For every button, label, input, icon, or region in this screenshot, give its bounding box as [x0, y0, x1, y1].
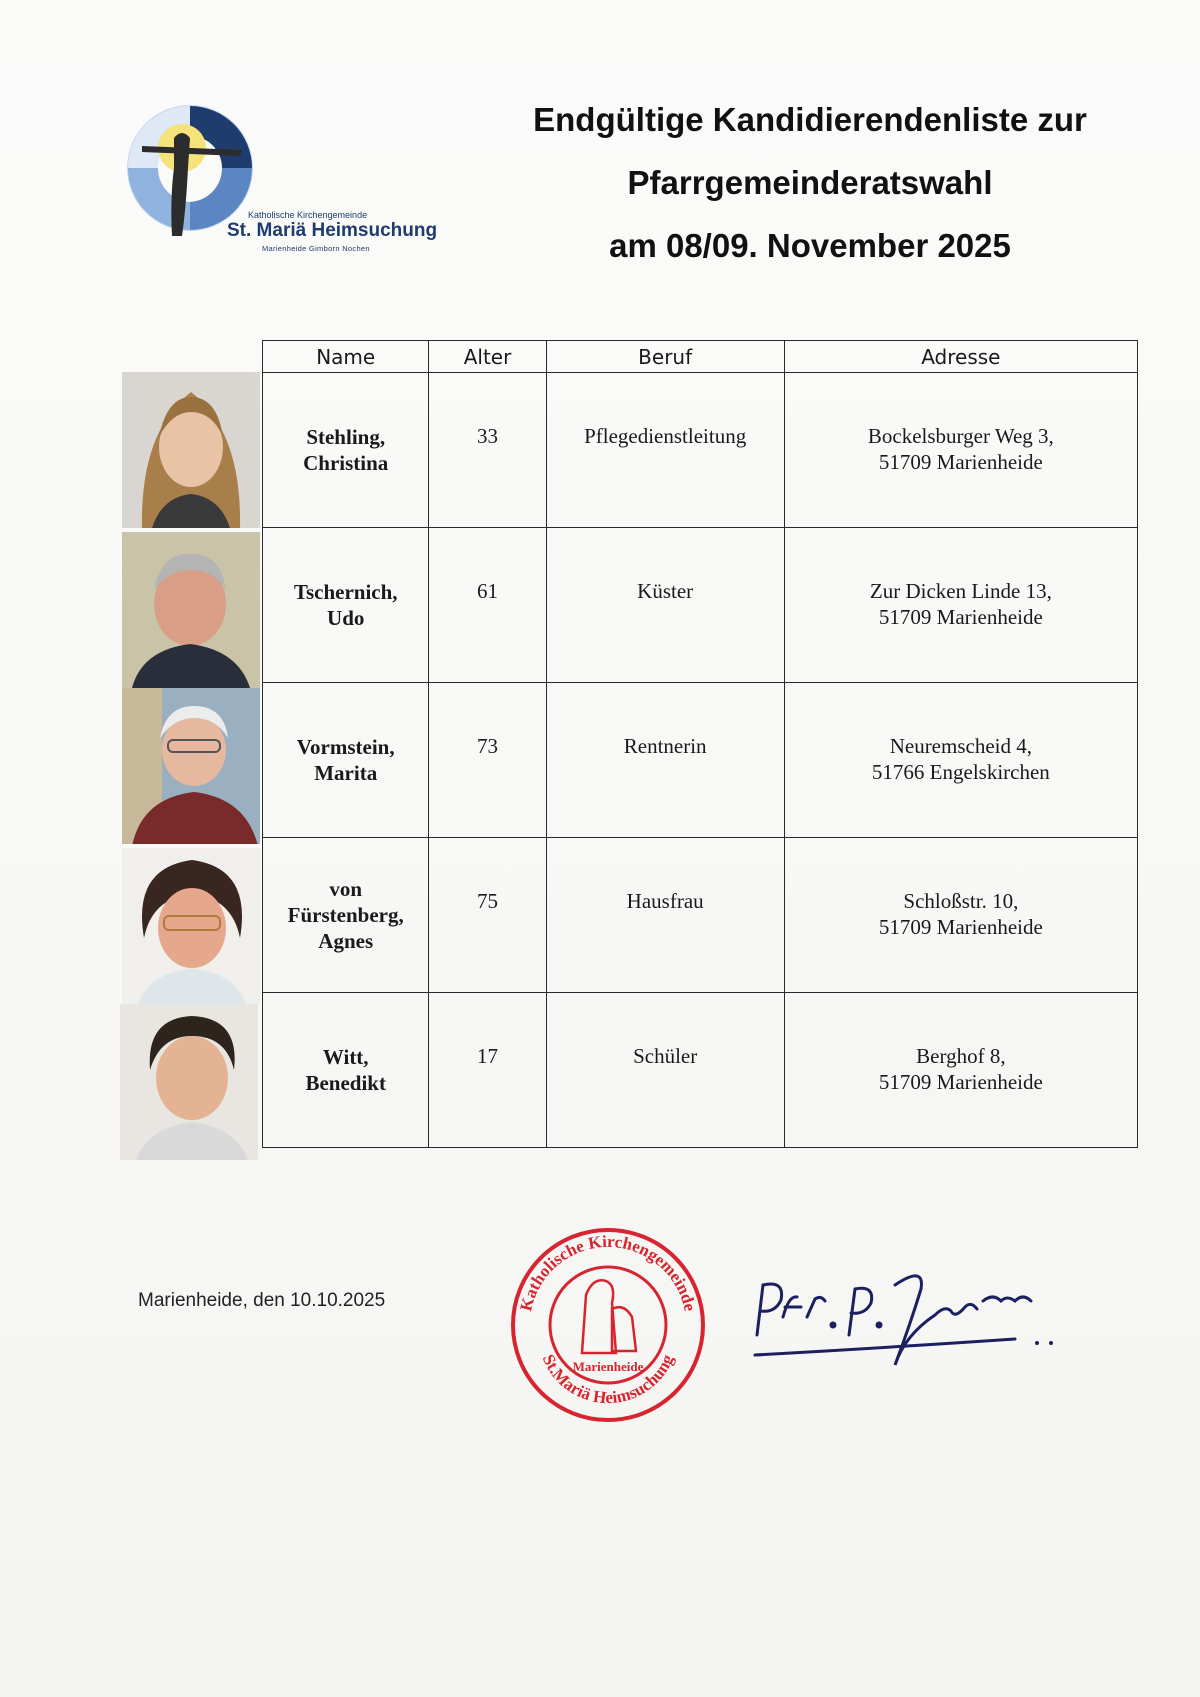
svg-text:St.Mariä Heimsuchung: St.Mariä Heimsuchung [538, 1351, 678, 1408]
table-row [263, 528, 1138, 683]
parish-logo [112, 98, 452, 258]
parish-seal [508, 1225, 708, 1425]
candidate-job: Pflegedienstleitung [546, 373, 784, 528]
portrait-woman-icon [122, 372, 260, 528]
seal-stamp-icon [508, 1225, 708, 1425]
table-row [263, 838, 1138, 993]
logo-small-text: Katholische Kirchengemeinde [248, 210, 368, 220]
title-line-1: Endgültige Kandidierendenliste zur [533, 101, 1087, 138]
pastor-signature [745, 1245, 1065, 1385]
candidate-age: 73 [429, 683, 546, 838]
candidate-name: Stehling, Christina [263, 373, 429, 528]
candidate-age: 61 [429, 528, 546, 683]
table-row [263, 683, 1138, 838]
candidate-address: Bockelsburger Weg 3, 51709 Marienheide [784, 373, 1137, 528]
candidate-photo-4 [122, 848, 260, 1004]
table-row [263, 993, 1138, 1148]
candidate-job: Hausfrau [546, 838, 784, 993]
candidate-job: Schüler [546, 993, 784, 1148]
portrait-woman-icon [122, 848, 260, 1004]
candidate-name: Tschernich, Udo [263, 528, 429, 683]
logo-parish-name: St. Mariä Heimsuchung [227, 220, 438, 241]
candidate-name: von Fürstenberg, Agnes [263, 838, 429, 993]
portrait-woman-icon [122, 688, 260, 844]
document-title [470, 88, 1150, 277]
candidate-address: Schloßstr. 10, 51709 Marienheide [784, 838, 1137, 993]
logo-places: Marienheide Gimborn Nochen [262, 244, 370, 253]
candidate-photo-5 [120, 1004, 258, 1160]
header-job: Beruf [546, 341, 784, 373]
table-row [263, 373, 1138, 528]
header-name: Name [263, 341, 429, 373]
title-line-2: Pfarrgemeinderatswahl [627, 164, 993, 201]
svg-text:Marienheide: Marienheide [572, 1359, 644, 1374]
candidate-address: Zur Dicken Linde 13, 51709 Marienheide [784, 528, 1137, 683]
candidate-age: 17 [429, 993, 546, 1148]
candidate-job: Rentnerin [546, 683, 784, 838]
candidate-job: Küster [546, 528, 784, 683]
signature-icon [745, 1245, 1065, 1385]
title-line-3: am 08/09. November 2025 [609, 227, 1011, 264]
candidate-photo-1 [122, 372, 260, 528]
candidate-photo-2 [122, 532, 260, 688]
candidate-address: Berghof 8, 51709 Marienheide [784, 993, 1137, 1148]
svg-text:Katholische Kirchengemeinde: Katholische Kirchengemeinde [516, 1231, 700, 1313]
candidate-name: Witt, Benedikt [263, 993, 429, 1148]
header-address: Adresse [784, 341, 1137, 373]
candidate-photo-3 [122, 688, 260, 844]
header-age: Alter [429, 341, 546, 373]
candidate-name: Vormstein, Marita [263, 683, 429, 838]
table-header-row [263, 341, 1138, 373]
place-date: Marienheide, den 10.10.2025 [138, 1290, 386, 1311]
portrait-man-icon [120, 1004, 258, 1160]
candidate-age: 75 [429, 838, 546, 993]
candidate-address: Neuremscheid 4, 51766 Engelskirchen [784, 683, 1137, 838]
candidate-age: 33 [429, 373, 546, 528]
candidate-table [262, 340, 1138, 1148]
portrait-man-icon [122, 532, 260, 688]
